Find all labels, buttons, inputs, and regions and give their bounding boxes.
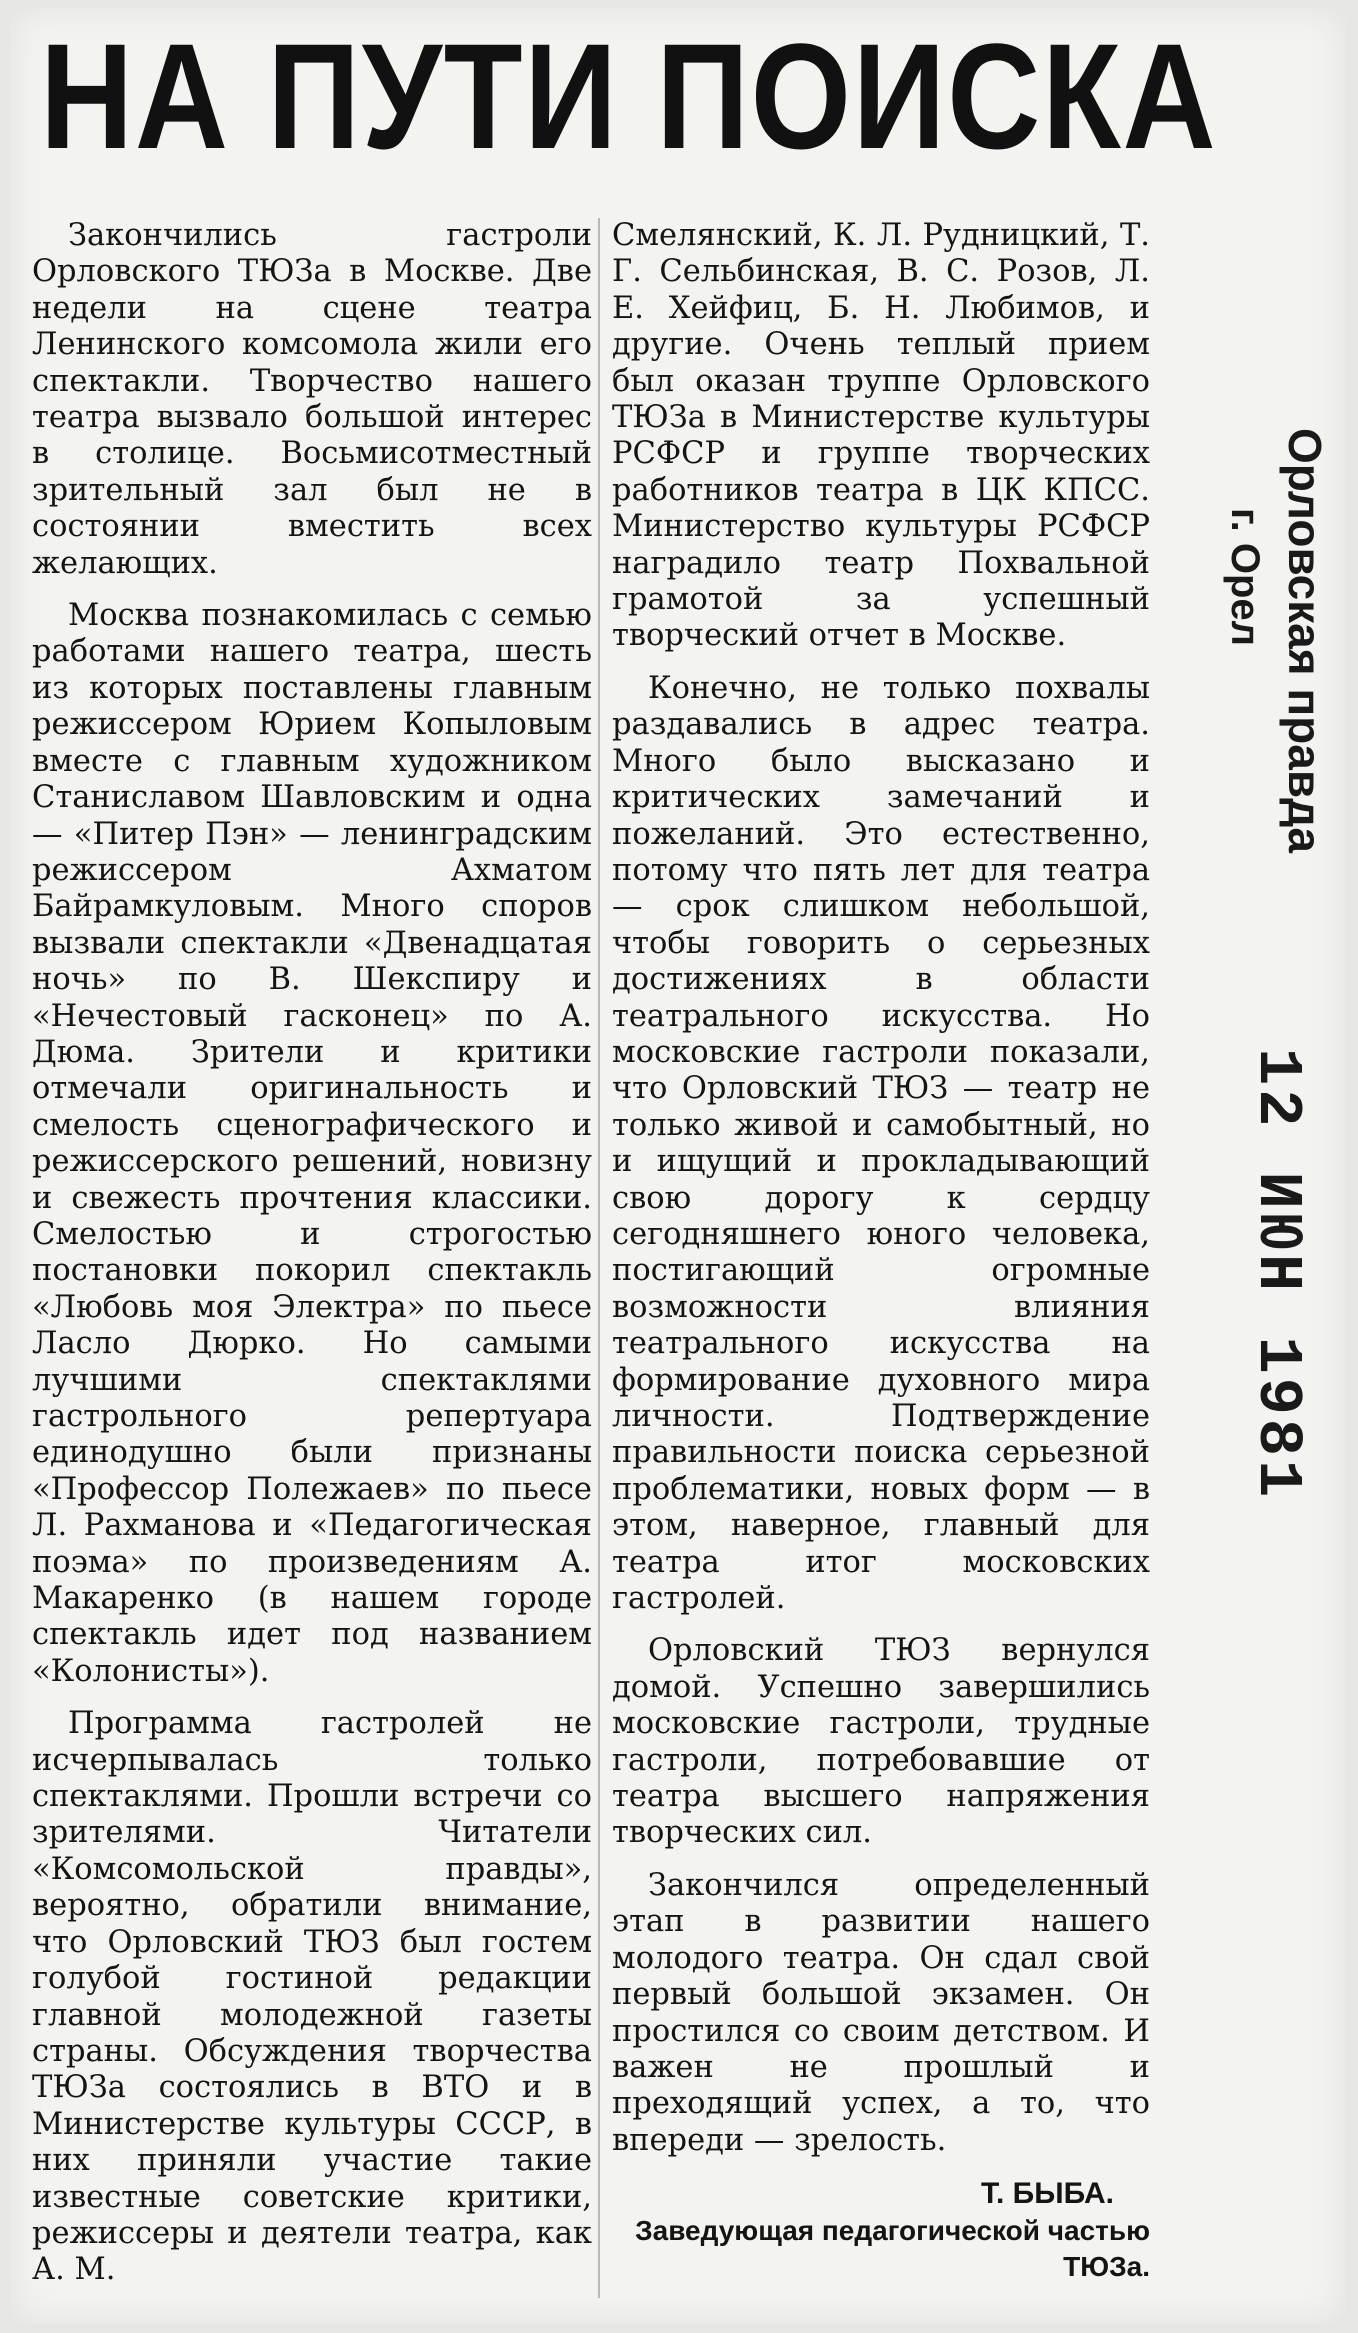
stamp-date: 12 ИЮН 1981 [1242, 1048, 1313, 1502]
column-divider [598, 218, 600, 2298]
stamp-city: г. Орел [1223, 508, 1267, 647]
paragraph: Закончились гастроли Орловского ТЮЗа в Москве. Две недели на сцене театра Ленинского комсомола жили его спектакли. Творчество нашего театра вызвало большой интерес в столице. Восьмисотместный зрительный зал был не в состоянии вместить всех желающих. [32, 218, 592, 581]
author-name: Т. БЫБА. [981, 2177, 1114, 2211]
author-position: Заведующая педагогической частью ТЮЗа. [635, 2215, 1150, 2283]
paragraph: Закончился определенный этап в развитии нашего молодого театра. Он сдал свой первый большой экзамен. Он простился со своим детством. И важен не прошлый и преходящий успех, а то, что впереди — зрелость. [612, 1867, 1150, 2158]
newspaper-clipping [10, 8, 1346, 2324]
article-column-right [612, 218, 1150, 2285]
paragraph: Программа гастролей не исчерпывалась только спектаклями. Прошли встречи со зрителями. Читатели «Комсомольской правды», вероятно, обратили внимание, что Орловский ТЮЗ был гостем голубой гостиной редакции главной молодежной газеты страны. Обсуждения творчества ТЮЗа состоялись в ВТО и в Министерстве культуры СССР, в них приняли участие такие известные советские критики, режиссеры и деятели театра, как А. М. [32, 1706, 592, 2288]
stamp-newspaper-name: Орловская правда [1279, 428, 1331, 853]
paragraph: Конечно, не только похвалы раздавались в адрес театра. Много было высказано и критических замечаний и пожеланий. Это естественно, потому что пять лет для театра — срок слишком небольшой, чтобы говорить о серьезных достижениях в области театрального искусства. Но московские гастроли показали, что Орловский ТЮЗ — театр не только живой и самобытный, но и ищущий и прокладывающий свою дорогу к сердцу сегодняшнего юного человека, постигающий огромные возможности влияния театрального искусства на формирование духовного мира личности. Подтверждение правильности поиска серьезной проблематики, новых форм — в этом, наверное, главный для театра итог московских гастролей. [612, 670, 1150, 1617]
author-signature [612, 2175, 1150, 2285]
article-column-left [32, 218, 592, 2305]
paragraph: Орловский ТЮЗ вернулся домой. Успешно завершились московские гастроли, трудные гастроли, потребовавшие от театра высшего напряжения творческих сил. [612, 1633, 1150, 1851]
paragraph: Москва познакомилась с семью работами нашего театра, шесть из которых поставлены главным режиссером Юрием Копыловым вместе с главным художником Станиславом Шавловским и одна — «Питер Пэн» — ленинградским режиссером Ахматом Байрамкуловым. Много споров вызвали спектакли «Двенадцатая ночь» по В. Шекспиру и «Нечестовый гасконец» по А. Дюма. Зрители и критики отмечали оригинальность и смелость сценографического и режиссерского решений, новизну и свежесть прочтения классики. Смелостью и строгостью постановки покорил спектакль «Любовь моя Электра» по пьесе Ласло Дюрко. Но самыми лучшими спектаклями гастрольного репертуара единодушно были признаны «Профессор Полежаев» по пьесе Л. Рахманова и «Педагогическая поэма» по произведениям А. Макаренко (в нашем городе спектакль идет под названием «Колонисты»). [32, 598, 592, 1689]
article-headline: НА ПУТИ ПОИСКА [40, 12, 1218, 180]
paragraph: Смелянский, К. Л. Рудницкий, Т. Г. Сельбинская, В. С. Розов, Л. Е. Хейфиц, Б. Н. Любимов, и другие. Очень теплый прием был оказан труппе Орловского ТЮЗа в Министерстве культуры РСФСР и группе творческих работников театра в ЦК КПСС. Министерство культуры РСФСР наградило театр Похвальной грамотой за успешный творческий отчет в Москве. [612, 218, 1150, 654]
